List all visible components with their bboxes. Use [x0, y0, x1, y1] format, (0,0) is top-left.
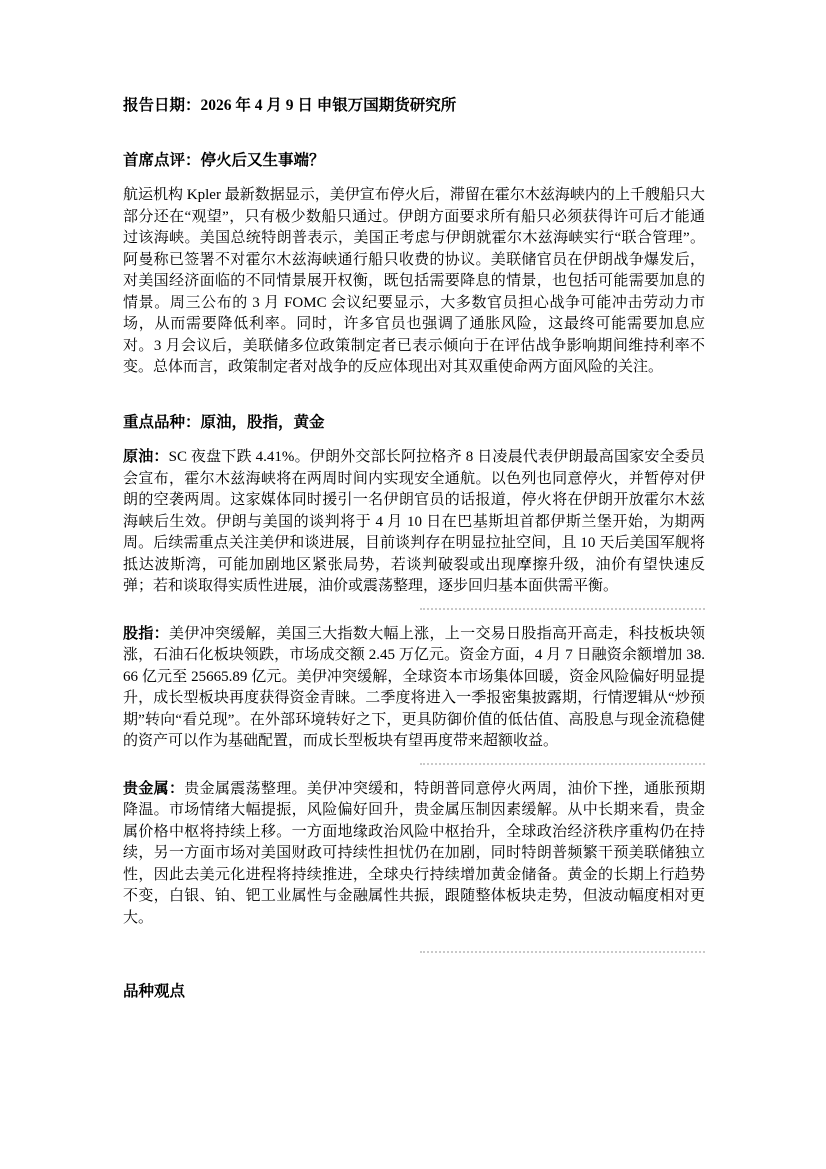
chief-comment-body: 航运机构 Kpler 最新数据显示，美伊宣布停火后，滞留在霍尔木兹海峡内的上千艘船只大部分还在“观望”，只有极少数船只通过。伊朗方面要求所有船只必须获得许可后才能通过该海峡。美国总统特朗普表示，美国正考虑与伊朗就霍尔木兹海峡实行“联合管理”。阿曼称已签署不对霍尔木兹海峡通行船只收费的协议。美联储官员在伊朗战争爆发后，对美国经济面临的不同情景展开权衡，既包括需要降息的情景，也包括可能需要加息的情景。周三公布的 3 月 FOMC 会议纪要显示，大多数官员担心战争可能冲击劳动力市场，从而需要降低利率。同时，许多官员也强调了通胀风险，这最终可能需要加息应对。3 月会议后，美联储多位政策制定者已表示倾向于在评估战争影响期间维持利率不变。总体而言，政策制定者对战争的反应体现出对其双重使命两方面风险的关注。 [123, 187, 705, 375]
dotted-separator [420, 608, 705, 610]
precious-metals-body: 贵金属震荡整理。美伊冲突缓和，特朗普同意停火两周，油价下挫，通胀预期降温。市场情绪大幅提振，风险偏好回升，贵金属压制因素缓解。从中长期来看，贵金属价格中枢将持续上移。一方面地缘政治风险中枢抬升，全球政治经济秩序重构仍在持续，另一方面市场对美国财政可持续性担忧仍在加剧，同时特朗普频繁干预美联储独立性，因此去美元化进程将持续推进，全球央行持续增加黄金储备。黄金的长期上行趋势不变，白银、铂、钯工业属性与金融属性共振，跟随整体板块走势，但波动幅度相对更大。 [123, 780, 705, 926]
crude-oil-paragraph [123, 447, 705, 598]
stock-index-body: 美伊冲突缓解，美国三大指数大幅上涨，上一交易日股指高开高走，科技板块领涨，石油石化板块领跌，市场成交额 2.45 万亿元。资金方面，4 月 7 日融资余额增加 38.66 亿元至 25665.89 亿元。美伊冲突缓解，全球资本市场集体回暖，资金风险偏好明显提升，成长型板块再度获得资金青睐。二季度将进入一季报密集披露期，行情逻辑从“炒预期”转向“看兑现”。在外部环境转好之下，更具防御价值的低估值、高股息与现金流稳健的资产可以作为基础配置，而成长型板块有望再度带来超额收益。 [123, 625, 705, 749]
crude-oil-body: SC 夜盘下跌 4.41%。伊朗外交部长阿拉格齐 8 日凌晨代表伊朗最高国家安全委员会宣布，霍尔木兹海峡将在两周时间内实现安全通航。以色列也同意停火，并暂停对伊朗的空袭两周。这家媒体同时援引一名伊朗官员的话报道，停火将在伊朗开放霍尔木兹海峡后生效。伊朗与美国的谈判将于 4 月 10 日在巴基斯坦首都伊斯兰堡开始，为期两周。后续需重点关注美伊和谈进展，目前谈判存在明显拉扯空间，且 10 天后美国军舰将抵达波斯湾，可能加剧地区紧张局势，若谈判破裂或出现摩擦升级，油价有望快速反弹；若和谈取得实质性进展，油价或震荡整理，逐步回归基本面供需平衡。 [123, 449, 705, 594]
report-date-line: 报告日期：2026 年 4 月 9 日 申银万国期货研究所 [123, 97, 457, 114]
key-varieties-heading: 重点品种：原油，股指，黄金 [123, 413, 325, 431]
dotted-separator [420, 951, 705, 953]
variety-views-heading: 品种观点 [123, 983, 186, 1000]
stock-index-label: 股指： [123, 625, 169, 642]
stock-index-paragraph [123, 624, 705, 753]
crude-oil-label: 原油： [123, 449, 169, 465]
precious-metals-label: 贵金属： [123, 780, 185, 797]
precious-metals-paragraph [123, 779, 705, 930]
dotted-separator [420, 763, 705, 765]
chief-comment-heading: 首席点评：停火后又生事端？ [123, 151, 325, 169]
